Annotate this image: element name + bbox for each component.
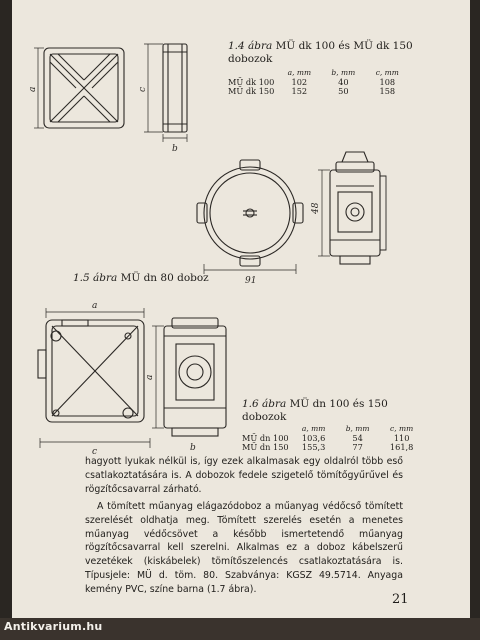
table-row: MÜ dn 100 103,6 54 110 (242, 432, 410, 443)
fig14-title-line2: dobozok (228, 53, 273, 65)
fig16-dim-c-label: c (92, 447, 98, 457)
table-row: MÜ dk 100 102 40 108 (228, 76, 396, 87)
fig15-label: 1.5 ábra (73, 272, 118, 284)
fig16-box-top-view (38, 308, 150, 448)
body-paragraph-2: A tömített műanyag elágazódoboz a műanyag védőcső tömített szerelését oldhatja meg. Tömített szerelés esetén a menetes műanyag védőcsövet a később ismertetendő műanyag rögzítőcsavarral kell szerelni. Alkalmas ez a doboz kábelszerű vezetékek (kiskábelek) tömítőszelencés csatlakoztatására is. Típusjele: MÜ d. töm. 80. Szabványa: KGSZ 49.5714. Anyaga kemény PVC, színe barna (1.7 ábra). (85, 500, 403, 596)
book-page (12, 0, 470, 622)
fig16-dim-b-label: b (190, 443, 196, 453)
fig14-box-top-view (34, 48, 124, 128)
fig15-caption (73, 272, 209, 285)
fig14-title: MÜ dk 100 és MÜ dk 150 (275, 40, 413, 52)
fig16-box-section (152, 318, 226, 436)
table-header-row: a, mm b, mm c, mm (287, 68, 399, 77)
fig14-dim-c-label: c (138, 86, 148, 92)
table-row: MÜ dn 150 155,3 77 161,8 (242, 442, 414, 452)
fig16-title: MÜ dn 100 és 150 (289, 398, 388, 410)
watermark-logo: Antikvarium.hu (4, 620, 103, 633)
fig14-box-side-view (144, 44, 187, 142)
fig15-dim-91-label: 91 (245, 276, 257, 286)
fig16-caption (242, 398, 388, 424)
page-number: 21 (392, 592, 409, 607)
fig15-dim-48-label: 48 (311, 202, 321, 214)
fig15-round-box-section (318, 152, 386, 264)
fig16-title-line2: dobozok (242, 411, 287, 423)
fig16-dim-a-side-label: a (145, 374, 155, 380)
fig16-label: 1.6 ábra (242, 398, 287, 410)
fig14-label: 1.4 ábra (228, 40, 273, 52)
table-header-row: a, mm b, mm c, mm (301, 424, 414, 433)
body-paragraph-1: hagyott lyukak nélkül is, így ezek alkalmasak egy oldalról több eső csatlakoztatására is. A dobozok fedele szigetelő tömítőgyűrűvel és rögzítőcsavarral zárható. (85, 456, 403, 495)
fig16-dim-a-label: a (92, 301, 98, 311)
fig14-dimension-table (228, 68, 412, 97)
fig16-dimension-table (242, 424, 427, 453)
fig14-dim-a-label: a (28, 86, 38, 92)
fig15-round-box-top-view (197, 160, 303, 274)
table-row: MÜ dk 150 152 50 158 (228, 86, 396, 96)
fig15-title: MÜ dn 80 doboz (120, 272, 209, 284)
fig14-dim-b-label: b (172, 144, 178, 154)
body-text (85, 455, 403, 597)
fig14-caption (228, 40, 413, 66)
